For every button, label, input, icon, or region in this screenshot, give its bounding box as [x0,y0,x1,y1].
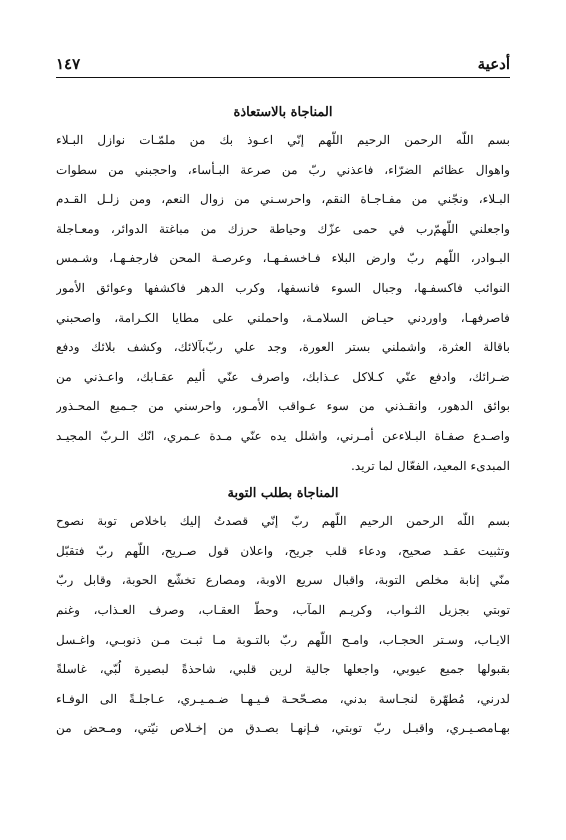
text-line: بسم اللّه الرحمن الرحيم اللّهم ربّ إنّي قصدتُ إليك باخلاص توبة نصوح [56,514,510,529]
header-rule [56,77,510,78]
text-line: بسم اللّه الرحمن الرحيم اللّهم إنّي اعـوذ بك من ملمّـات نوازل البـلاء [56,133,510,147]
text-line: واجعلني اللّهمّ‌رب في حمى عزّك وحياطة حرزك من مباغتة الدوائر، ومعـاجلة [56,221,510,236]
text-line: البـوادر، اللّهم ربّ وارض البلاء فـاخسفـهـا، وعرصـة المحن فارجفـهـا، وشـمس [56,251,510,266]
text-line: النوائب فاكسفـها، وجبال السوء فانسفها، وكرب الدهر فاكشفها وعوائق الأمور [56,280,510,295]
text-line: توبتي بجزيل الثـواب، وكريـم المآب، وحطّ العقـاب، وصرف العـذاب، وغنم [56,602,510,617]
section-heading: المناجاة بطلب التوبة [227,486,339,502]
text-line: لدرني، مُطهّرة لنجـاسة بدني، مصـحّحـة فـيـهـا ضـمـيـري، عـاجلـةً الى الوفـاء [56,691,510,706]
text-line: المبدىء المعيد، الفعّال لما تريد. [351,458,510,473]
page-number: ١٤٧ [56,55,81,73]
text-line: الايـاب، وسـتر الحجـاب، وامـح اللّهم ربّ بالتـوبة مـا ثبـت مـن ذنوبـي، واغـسل [56,632,510,647]
text-line: بوائق الدهور، وانقـذني من سوء عـواقب الأمـور، واحرسني من جـميع المحـذور [56,399,510,414]
text-line: وتثبيت عقـد صحيح، ودعاء قلب جريح، واعلان قول صـريح، اللّهم ربّ فتقبّل [56,543,510,558]
text-line: واصـدع صفـاة البـلاءعن أمـرني، واشلل يده عنّي مـدة عـمري، انّك الـربّ المجيـد [56,428,510,443]
text-line: ضـرائك، وادفع عنّي كـلاكل عـذابك، واصرف عنّي أليم عقـابك، واعـذني من [56,369,510,384]
text-line: منّي إنابة مخلص التوبة، واقبال سريع الاوبة، ومصارع تخشّع الحوبة، وقابل ربّ [56,573,510,588]
text-line: فاصرفهـا، واوردني حيـاض السلامـة، واحملني على مطايا الكـرامة، واصحبني [56,310,510,325]
text-line: باقالة العثرة، واشملني بستر العورة، وجد علي ربّ‌بآلائك، وكشف بلائك ودفع [56,340,510,355]
page-body [56,100,510,744]
section-heading: المناجاة بالاستعاذة [233,105,333,120]
running-title: أدعية [477,55,510,73]
text-line: البـلاء، ونجّني من مفـاجـاة النقم، واحرسـني من زوال النعم، ومن زلـل القـدم [56,192,510,207]
text-line: بقبولها جميع عيوبي، واجعلها جالية لرين قلبي، شاحذةً لبصيرة لُبّي، غاسلةً [56,662,510,677]
text-line: واهوال عظائم الضرّاء، فاعذني ربّ من صرعة البـأساء، واحجبني من سطوات [56,162,510,177]
running-header [56,48,510,74]
text-line: بهـامصـيـري، واقبـل ربّ توبتي، فـإنهـا بصـدق من إخـلاص نيّتي، ومـحض من [56,721,510,736]
